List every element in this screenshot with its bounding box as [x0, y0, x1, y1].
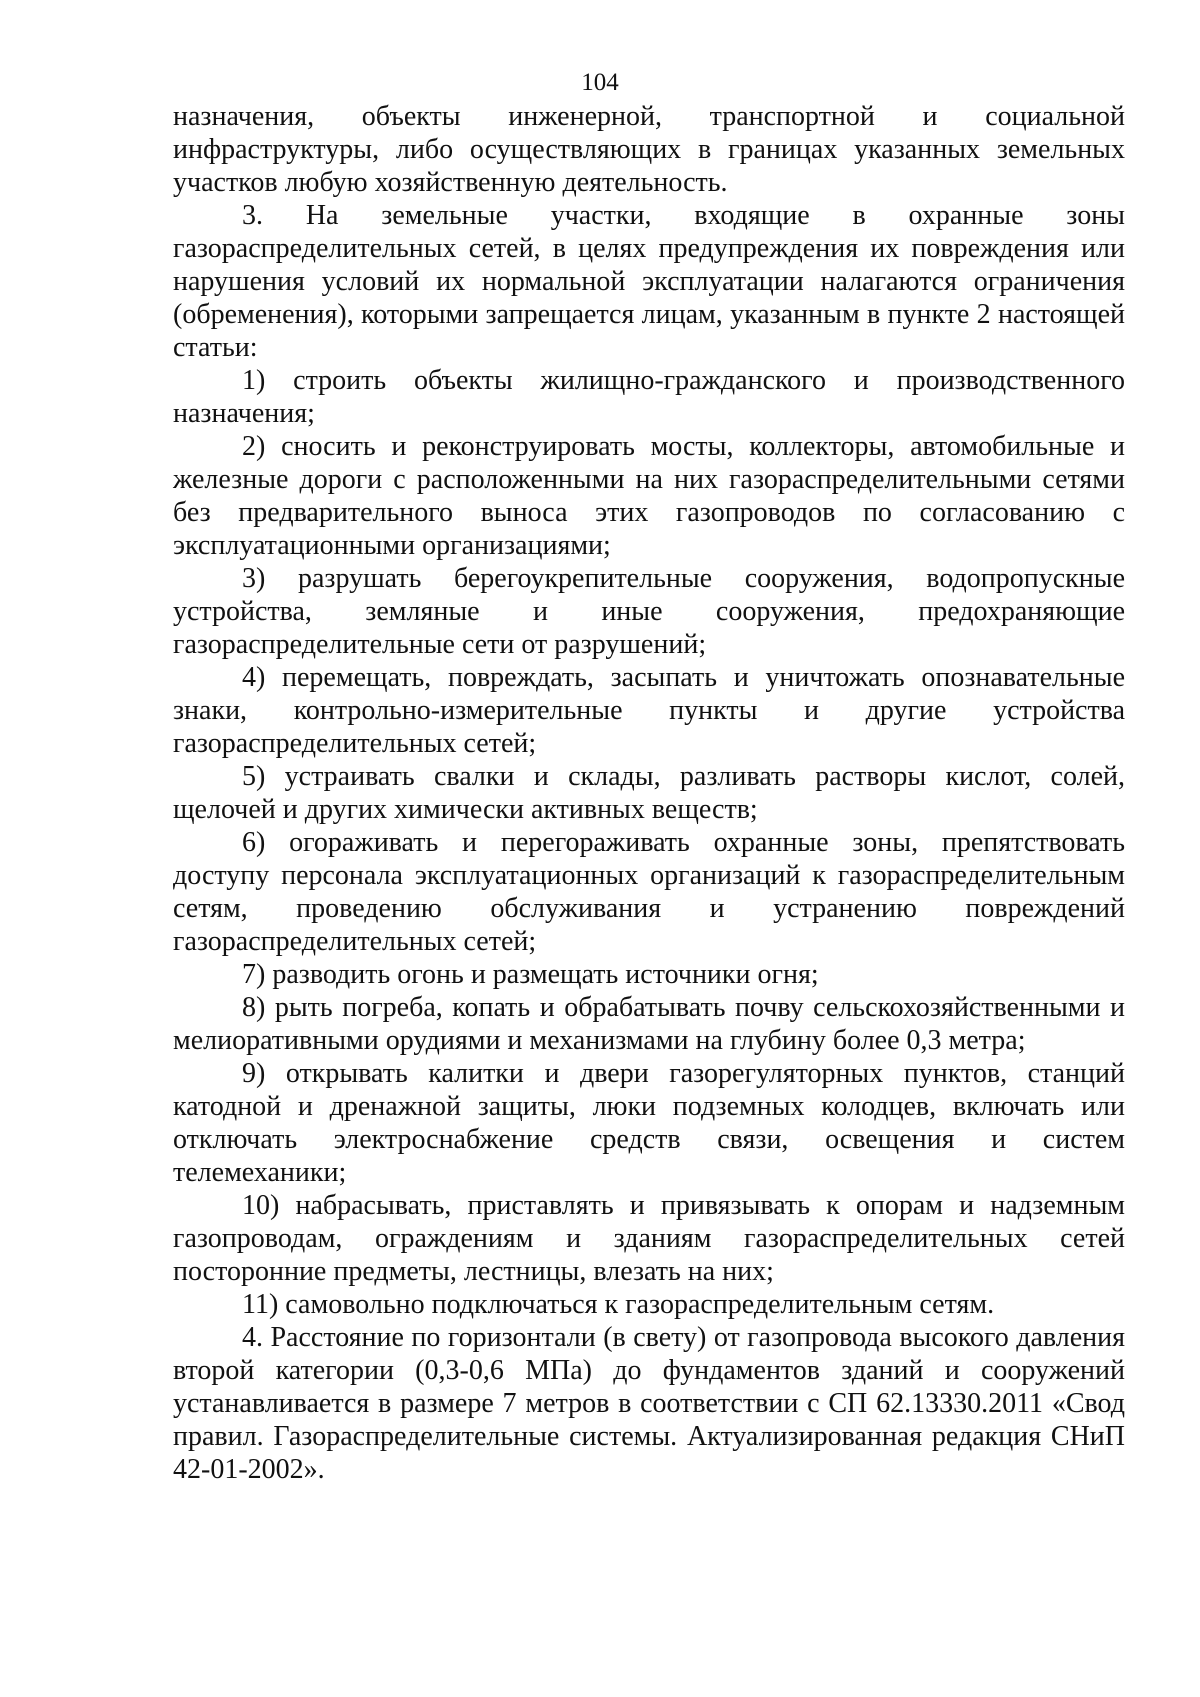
list-item-11: 11) самовольно подключаться к газораспределительным сетям. — [242, 1289, 995, 1320]
list-item-3: 3) разрушать берегоукрепительные сооружения, водопропускные устройства, земляные и иные сооружения, предохраняющие газораспределительные сети от разрушений; — [173, 563, 1125, 660]
list-item-10: 10) набрасывать, приставлять и привязывать к опорам и надземным газопроводам, ограждениям и зданиям газораспределительных сетей посторонние предметы, лестницы, влезать на них; — [173, 1190, 1125, 1287]
list-item-5: 5) устраивать свалки и склады, разливать растворы кислот, солей, щелочей и других химически активных веществ; — [173, 761, 1125, 825]
list-item-9: 9) открывать калитки и двери газорегуляторных пунктов, станций катодной и дренажной защиты, люки подземных колодцев, включать или отключать электроснабжение средств связи, освещения и систем телемеханики; — [173, 1058, 1125, 1188]
list-item-4: 4) перемещать, повреждать, засыпать и уничтожать опознавательные знаки, контрольно-измерительные пункты и другие устройства газораспределительных сетей; — [173, 662, 1125, 759]
list-item-7: 7) разводить огонь и размещать источники огня; — [242, 959, 819, 990]
paragraph-continuation: назначения, объекты инженерной, транспортной и социальной инфраструктуры, либо осуществляющих в границах указанных земельных участков любую хозяйственную деятельность. — [173, 101, 1125, 198]
list-item-1: 1) строить объекты жилищно-гражданского и производственного назначения; — [173, 365, 1125, 429]
document-body — [173, 100, 1125, 1486]
paragraph-clause-3: 3. На земельные участки, входящие в охранные зоны газораспределительных сетей, в целях предупреждения их повреждения или нарушения условий их нормальной эксплуатации налагаются ограничения (обременения), которыми запрещается лицам, указанным в пункте 2 настоящей статьи: — [173, 200, 1125, 363]
page-number: 104 — [581, 69, 619, 96]
list-item-2: 2) сносить и реконструировать мосты, коллекторы, автомобильные и железные дороги с расположенными на них газораспределительными сетями без предварительного выноса этих газопроводов по согласованию с эксплуатационными организациями; — [173, 431, 1125, 561]
list-item-6: 6) огораживать и перегораживать охранные зоны, препятствовать доступу персонала эксплуатационных организаций к газораспределительным сетям, проведению обслуживания и устранению повреждений газораспределительных сетей; — [173, 827, 1125, 957]
paragraph-clause-4: 4. Расстояние по горизонтали (в свету) от газопровода высокого давления второй категории (0,3-0,6 МПа) до фундаментов зданий и сооружений устанавливается в размере 7 метров в соответствии с СП 62.13330.2011 «Свод правил. Газораспределительные системы. Актуализированная редакция СНиП 42-01-2002». — [173, 1322, 1125, 1485]
list-item-8: 8) рыть погреба, копать и обрабатывать почву сельскохозяйственными и мелиоративными орудиями и механизмами на глубину более 0,3 метра; — [173, 992, 1125, 1056]
